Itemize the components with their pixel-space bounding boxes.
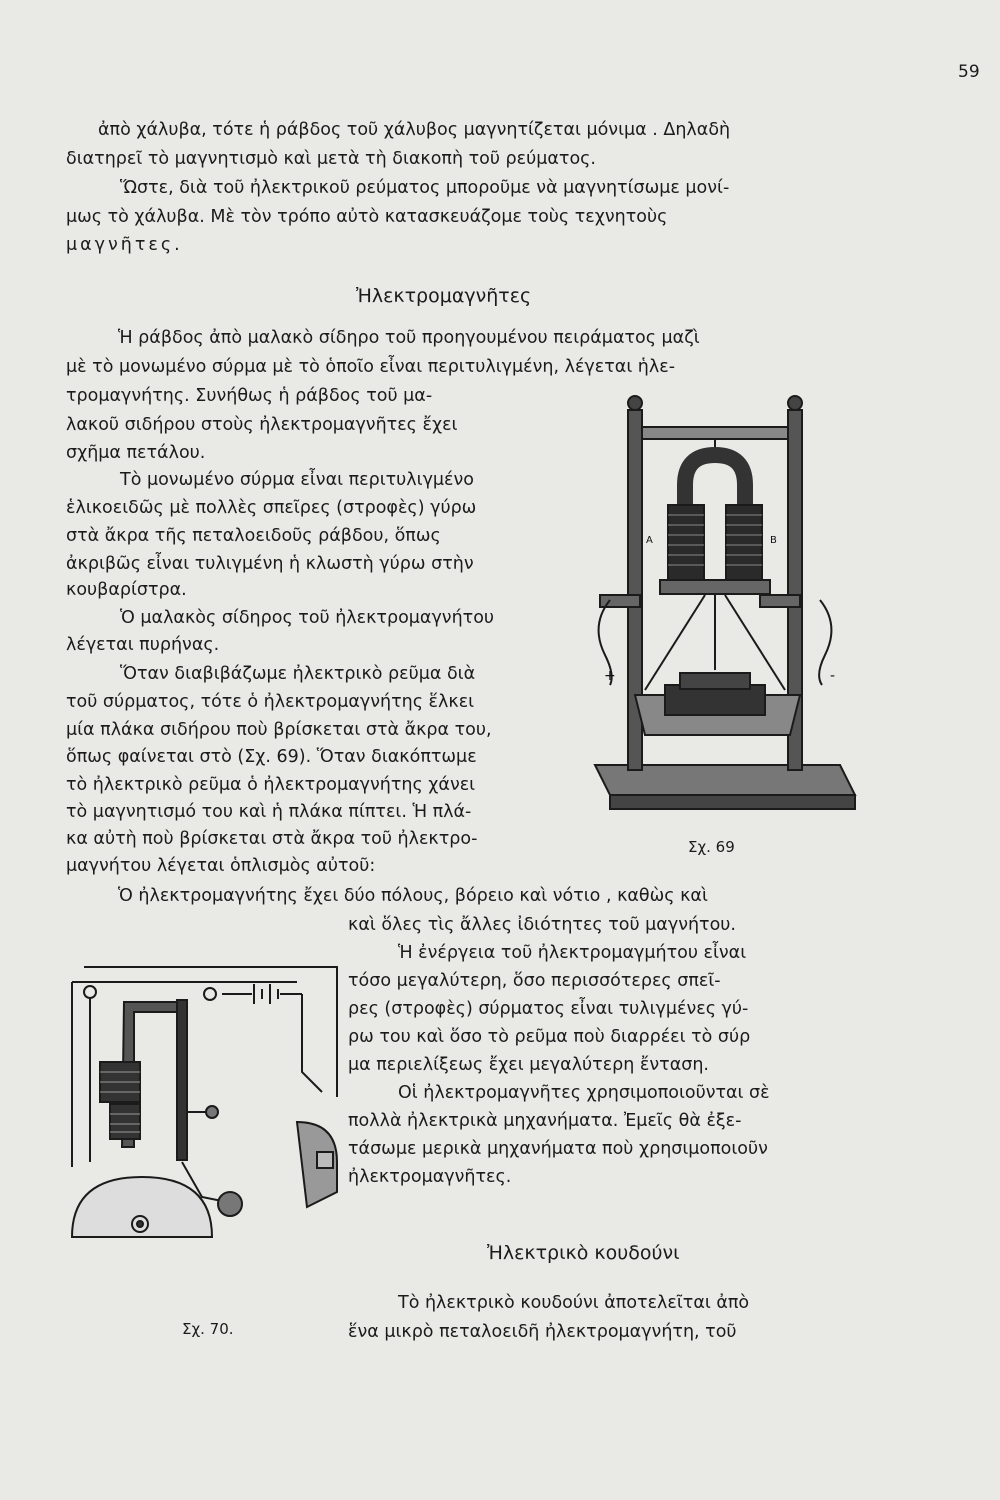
text-line: μία πλάκα σιδήρου ποὺ βρίσκεται στὰ ἄκρα του, bbox=[66, 720, 492, 740]
section-title-electric-bell: Ἠλεκτρικὸ κουδούνι bbox=[487, 1242, 680, 1264]
text-line: ἑλικοειδῶς μὲ πολλὲς σπεῖρες (στροφὲς) γύρω bbox=[66, 498, 477, 518]
text-line: Ἡ ράβδος ἀπὸ μαλακὸ σίδηρο τοῦ προηγουμένου πειράματος μαζὶ bbox=[118, 328, 700, 348]
figure-70-caption: Σχ. 70. bbox=[182, 1320, 234, 1338]
text-line: ἀκριβῶς εἶναι τυλιγμένη ἡ κλωστὴ γύρω στὴν bbox=[66, 554, 474, 574]
text-line: ἀπὸ χάλυβα, τότε ἡ ράβδος τοῦ χάλυβος μαγνητίζεται μόνιμα . Δηλαδὴ bbox=[98, 120, 731, 140]
text-line: καὶ ὅλες τὶς ἄλλες ἰδιότητες τοῦ μαγνήτου. bbox=[348, 915, 736, 935]
text-line: τρομαγνήτης. Συνήθως ἡ ράβδος τοῦ μα- bbox=[66, 386, 433, 406]
text-line: μὲ τὸ μονωμένο σύρμα μὲ τὸ ὁποῖο εἶναι περιτυλιγμένη, λέγεται ἡλε- bbox=[66, 357, 676, 377]
text-line: πολλὰ ἠλεκτρικὰ μηχανήματα. Ἐμεῖς θὰ ἐξε- bbox=[348, 1111, 742, 1131]
text-line: Ὥστε, διὰ τοῦ ἠλεκτρικοῦ ρεύματος μποροῦμε νὰ μαγνητίσωμε μονί- bbox=[120, 178, 730, 198]
text-line: τοῦ σύρματος, τότε ὁ ἠλεκτρομαγνήτης ἕλκει bbox=[66, 692, 475, 712]
text-line: Τὸ μονωμένο σύρμα εἶναι περιτυλιγμένο bbox=[120, 470, 474, 490]
text-line: Οἱ ἠλεκτρομαγνῆτες χρησιμοποιοῦνται σὲ bbox=[398, 1083, 770, 1103]
text-line: διατηρεῖ τὸ μαγνητισμὸ καὶ μετὰ τὴ διακοπὴ τοῦ ρεύματος. bbox=[66, 149, 596, 169]
text-line: μαγνήτου λέγεται ὁπλισμὸς αὐτοῦ: bbox=[66, 856, 376, 876]
text-line: ἕνα μικρὸ πεταλοειδῆ ἠλεκτρομαγνήτη, τοῦ bbox=[348, 1322, 737, 1342]
text-line: μα περιελίξεως ἔχει μεγαλύτερη ἔνταση. bbox=[348, 1055, 709, 1075]
figure-70-electric-bell bbox=[62, 962, 342, 1312]
text-line: ρες (στροφὲς) σύρματος εἶναι τυλιγμένες γύ- bbox=[348, 999, 749, 1019]
text-line: Ὁ ἠλεκτρομαγνήτης ἔχει δύο πόλους, βόρειο καὶ νότιο , καθὼς καὶ bbox=[118, 886, 708, 906]
text-line: Ὅταν διαβιβάζωμε ἠλεκτρικὸ ρεῦμα διὰ bbox=[120, 664, 476, 684]
text-line: Τὸ ἠλεκτρικὸ κουδούνι ἀποτελεῖται ἀπὸ bbox=[398, 1293, 750, 1313]
text-line: ρω του καὶ ὅσο τὸ ρεῦμα ποὺ διαρρέει τὸ σύρ bbox=[348, 1027, 751, 1047]
text-line: ὅπως φαίνεται στὸ (Σχ. 69). Ὅταν διακόπτωμε bbox=[66, 747, 477, 767]
text-line: Ὁ μαλακὸς σίδηρος τοῦ ἠλεκτρομαγνήτου bbox=[120, 608, 495, 628]
figure-69-caption: Σχ. 69 bbox=[688, 838, 735, 856]
text-line: τάσωμε μερικὰ μηχανήματα ποὺ χρησιμοποιοῦν bbox=[348, 1139, 768, 1159]
page-number: 59 bbox=[958, 62, 980, 82]
text-line: κουβαρίστρα. bbox=[66, 580, 187, 600]
fig69-label-a: A bbox=[646, 535, 653, 546]
text-line: μαγνῆτες. bbox=[66, 235, 183, 255]
section-title-electromagnets: Ἠλεκτρομαγνῆτες bbox=[356, 285, 532, 307]
fig69-plus: + bbox=[604, 668, 616, 684]
fig69-label-b: B bbox=[770, 535, 777, 546]
text-line: μως τὸ χάλυβα. Μὲ τὸν τρόπο αὐτὸ κατασκευάζομε τοὺς τεχνητοὺς bbox=[66, 207, 668, 227]
text-line: λέγεται πυρήνας. bbox=[66, 635, 220, 655]
text-line: τὸ ἠλεκτρικὸ ρεῦμα ὁ ἠλεκτρομαγνήτης χάνει bbox=[66, 775, 476, 795]
text-line: τόσο μεγαλύτερη, ὅσο περισσότερες σπεῖ- bbox=[348, 971, 721, 991]
text-line: σχῆμα πετάλου. bbox=[66, 443, 206, 463]
text-line: τὸ μαγνητισμό του καὶ ἡ πλάκα πίπτει. Ἡ πλά- bbox=[66, 802, 472, 822]
text-line: κα αὐτὴ ποὺ βρίσκεται στὰ ἄκρα τοῦ ἠλεκτρο- bbox=[66, 829, 478, 849]
text-line: λακοῦ σιδήρου στοὺς ἠλεκτρομαγνῆτες ἔχει bbox=[66, 415, 458, 435]
text-line: ἠλεκτρομαγνῆτες. bbox=[348, 1167, 512, 1187]
text-line: στὰ ἄκρα τῆς πεταλοειδοῦς ράβδου, ὅπως bbox=[66, 526, 441, 546]
fig69-minus: - bbox=[830, 668, 836, 684]
figure-69-electromagnet bbox=[590, 385, 865, 840]
text-line: Ἡ ἐνέργεια τοῦ ἠλεκτρομαγμήτου εἶναι bbox=[398, 943, 747, 963]
